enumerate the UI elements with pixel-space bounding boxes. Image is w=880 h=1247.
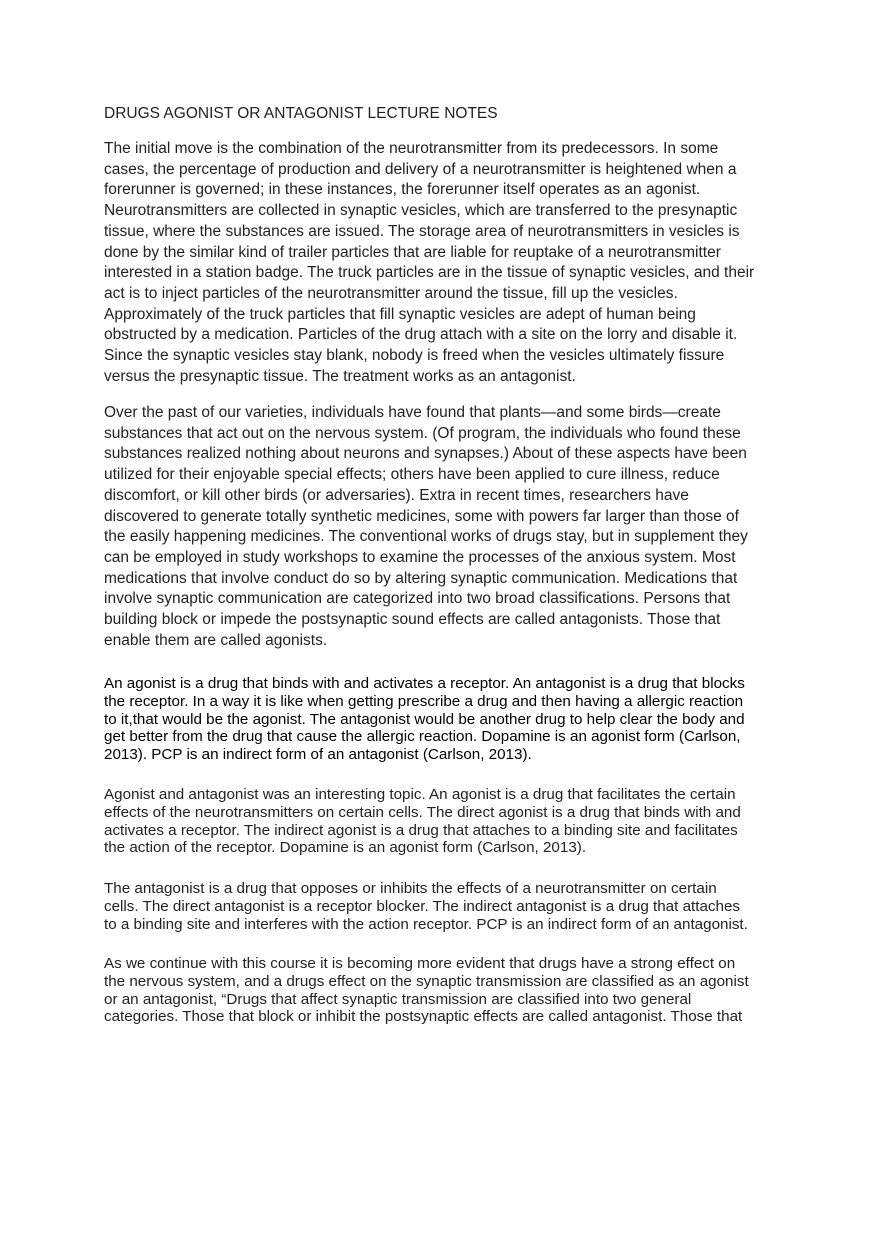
text-line: effects of the neurotransmitters on certain cells. The direct agonist is a drug that binds with and [104, 803, 741, 821]
text-line: discomfort, or kill other birds (or adversaries). Extra in recent times, researchers have [104, 486, 689, 504]
paragraph-agonist-definition [104, 675, 794, 764]
paragraph-antagonist-topic [104, 880, 794, 933]
text-line: the nervous system, and a drugs effect on the synaptic transmission are classified as an agonist [104, 972, 749, 990]
text-line: categories. Those that block or inhibit the postsynaptic effects are called antagonist. Those that [104, 1008, 743, 1026]
text-line: An agonist is a drug that binds with and activates a receptor. An antagonist is a drug that blocks [104, 675, 745, 692]
text-line: Since the synaptic vesicles stay blank, nobody is freed when the vesicles ultimately fissure [104, 347, 725, 365]
text-line: enable them are called agonists. [104, 631, 328, 649]
text-line: or an antagonist, “Drugs that affect synaptic transmission are classified into two general [104, 990, 692, 1008]
paragraph-synthesis [104, 139, 794, 387]
text-line: to a binding site and interferes with the action receptor. PCP is an indirect form of an antagonist. [104, 915, 748, 933]
paragraph-history [104, 403, 794, 651]
text-line: substances that act out on the nervous system. (Of program, the individuals who found these [104, 424, 741, 442]
text-line: Approximately of the truck particles that fill synaptic vesicles are adept of human being [104, 305, 696, 323]
text-line: medications that involve conduct do so by altering synaptic communication. Medications that [104, 569, 738, 587]
text-line: utilized for their enjoyable special effects; others have been applied to cure illness, reduce [104, 466, 720, 484]
document-title: DRUGS AGONIST OR ANTAGONIST LECTURE NOTES [104, 105, 498, 122]
text-line: cases, the percentage of production and delivery of a neurotransmitter is heightened when a [104, 160, 737, 178]
text-line: building block or impede the postsynaptic sound effects are called antagonists. Those that [104, 611, 721, 629]
text-line: to it,that would be the agonist. The antagonist would be another drug to help clear the body and [104, 710, 745, 728]
text-line: done by the similar kind of trailer particles that are liable for reuptake of a neurotransmitter [104, 243, 721, 261]
text-line: Over the past of our varieties, individuals have found that plants—and some birds—create [104, 404, 721, 421]
text-line: get better from the drug that cause the allergic reaction. Dopamine is an agonist form (Carlson, [104, 728, 741, 746]
text-line: As we continue with this course it is becoming more evident that drugs have a strong effect on [104, 955, 736, 972]
text-line: The initial move is the combination of the neurotransmitter from its predecessors. In some [104, 140, 719, 157]
text-line: Neurotransmitters are collected in synaptic vesicles, which are transferred to the presynaptic [104, 202, 738, 220]
text-line: obstructed by a medication. Particles of the drug attach with a site on the lorry and disable it. [104, 326, 738, 344]
text-line: the receptor. In a way it is like when getting prescribe a drug and then having a allergic reaction [104, 692, 744, 710]
text-line: 2013). PCP is an indirect form of an antagonist (Carlson, 2013). [104, 746, 532, 764]
text-line: The antagonist is a drug that opposes or inhibits the effects of a neurotransmitter on certain [104, 880, 717, 897]
text-line: involve synaptic communication are categorized into two broad classifications. Persons that [104, 590, 731, 608]
text-line: the easily happening medicines. The conventional works of drugs stay, but in supplement they [104, 528, 748, 546]
paragraph-course-reflection [104, 955, 794, 1026]
text-line: interested in a station badge. The truck particles are in the tissue of synaptic vesicles, and their [104, 264, 755, 282]
text-line: forerunner is governed; in these instances, the forerunner itself operates as an agonist. [104, 181, 701, 199]
paragraph-agonist-topic [104, 786, 794, 857]
text-line: cells. The direct antagonist is a receptor blocker. The indirect antagonist is a drug that attaches [104, 897, 740, 915]
text-line: tissue, where the substances are issued. The storage area of neurotransmitters in vesicles is [104, 222, 740, 240]
text-line: versus the presynaptic tissue. The treatment works as an antagonist. [104, 367, 576, 385]
text-line: Agonist and antagonist was an interesting topic. An agonist is a drug that facilitates the certain [104, 786, 736, 803]
text-line: activates a receptor. The indirect agonist is a drug that attaches to a binding site and facilitates [104, 821, 738, 839]
text-line: substances realized nothing about neurons and synapses.) About of these aspects have been [104, 445, 747, 463]
text-line: discovered to generate totally synthetic medicines, some with powers far larger than those of [104, 507, 739, 525]
text-line: can be employed in study workshops to examine the processes of the anxious system. Most [104, 548, 736, 566]
text-line: the action of the receptor. Dopamine is an agonist form (Carlson, 2013). [104, 839, 587, 857]
text-line: act is to inject particles of the neurotransmitter around the tissue, fill up the vesicles. [104, 284, 678, 302]
